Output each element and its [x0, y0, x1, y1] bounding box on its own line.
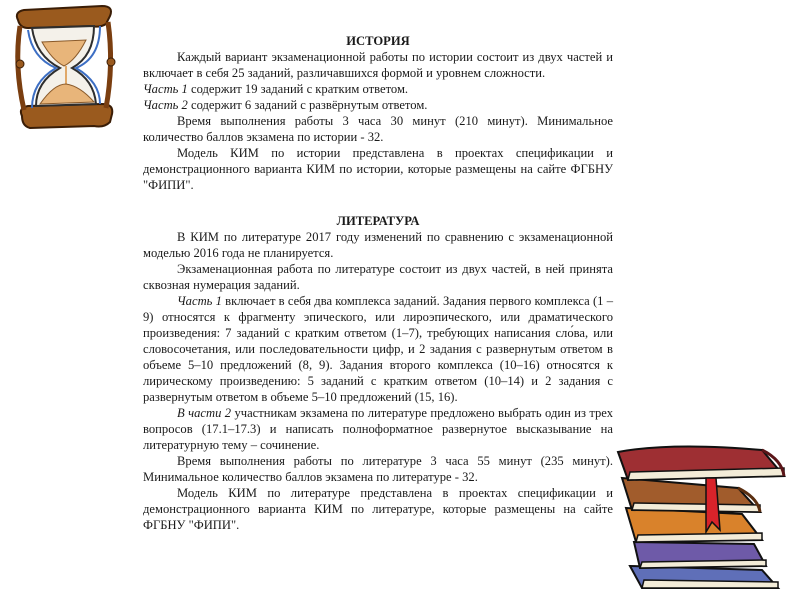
- history-paragraph-4: Время выполнения работы 3 часа 30 минут (210 минут). Минимальное количество баллов экзамена по истории - 32.: [143, 114, 613, 144]
- literature-paragraph-1: В КИМ по литературе 2017 году изменений по сравнению с экзаменационной моделью 2016 года не планируется.: [143, 230, 613, 260]
- history-part1-label: Часть 1: [143, 82, 188, 96]
- literature-paragraph-4: [143, 405, 613, 453]
- literature-paragraph-5: Время выполнения работы по литературе 3 часа 55 минут (235 минут). Минимальное количество баллов экзамена по литературе - 32.: [143, 454, 613, 484]
- history-paragraph-5: Модель КИМ по истории представлена в проектах спецификации и демонстрационного варианта КИМ по истории, которые размещены на сайте ФГБНУ "ФИПИ".: [143, 146, 613, 192]
- literature-paragraph-3: [143, 293, 613, 405]
- books-icon: [612, 438, 792, 593]
- history-part2-text: содержит 6 заданий с развёрнутым ответом.: [187, 98, 428, 112]
- literature-part2-label: В части 2: [177, 406, 232, 420]
- history-paragraph-3: [143, 97, 613, 113]
- history-part1-text: содержит 19 заданий с кратким ответом.: [187, 82, 409, 96]
- history-paragraph-1: Каждый вариант экзаменационной работы по истории состоит из двух частей и включает в себя 25 заданий, различавшихся формой и уровнем сложности.: [143, 50, 613, 80]
- literature-part1-label: Часть 1: [177, 294, 222, 308]
- history-title: ИСТОРИЯ: [346, 34, 410, 48]
- literature-part2-text: участникам экзамена по литературе предложено выбрать один из трех вопросов (17.1–17.3) и написать полноформатное развернутое высказывание на литературную тему – сочинение.: [143, 406, 614, 452]
- document-body: [143, 33, 613, 533]
- literature-part1-text: включает в себя два комплекса заданий. Задания первого комплекса (1 – 9) относятся к фрагменту эпического, или лироэпического, или драматического произведения: 7 заданий с кратким ответом (1–7), требующих написания сло́ва, или словосочетания, или последовательности цифр, и 2 задания с развернутым ответом в объеме 5–10 предложений (8, 9). Задания второго комплекса (10–16) относятся к лирическому произведению: 5 заданий с кратким ответом (10–14) и 2 задания с развернутым ответом в объеме 5–10 предложений (15, 16).: [143, 294, 613, 404]
- literature-paragraph-6: Модель КИМ по литературе представлена в проектах спецификации и демонстрационного варианта КИМ по литературе, которые размещены на сайте ФГБНУ "ФИПИ".: [143, 486, 613, 532]
- section-gap: [143, 193, 613, 213]
- history-paragraph-2: [143, 81, 613, 97]
- hourglass-icon: [10, 4, 120, 134]
- literature-title: ЛИТЕРАТУРА: [336, 214, 420, 228]
- history-part2-label: Часть 2: [143, 98, 188, 112]
- literature-paragraph-2: Экзаменационная работа по литературе состоит из двух частей, в ней принята сквозная нумерация заданий.: [143, 262, 613, 292]
